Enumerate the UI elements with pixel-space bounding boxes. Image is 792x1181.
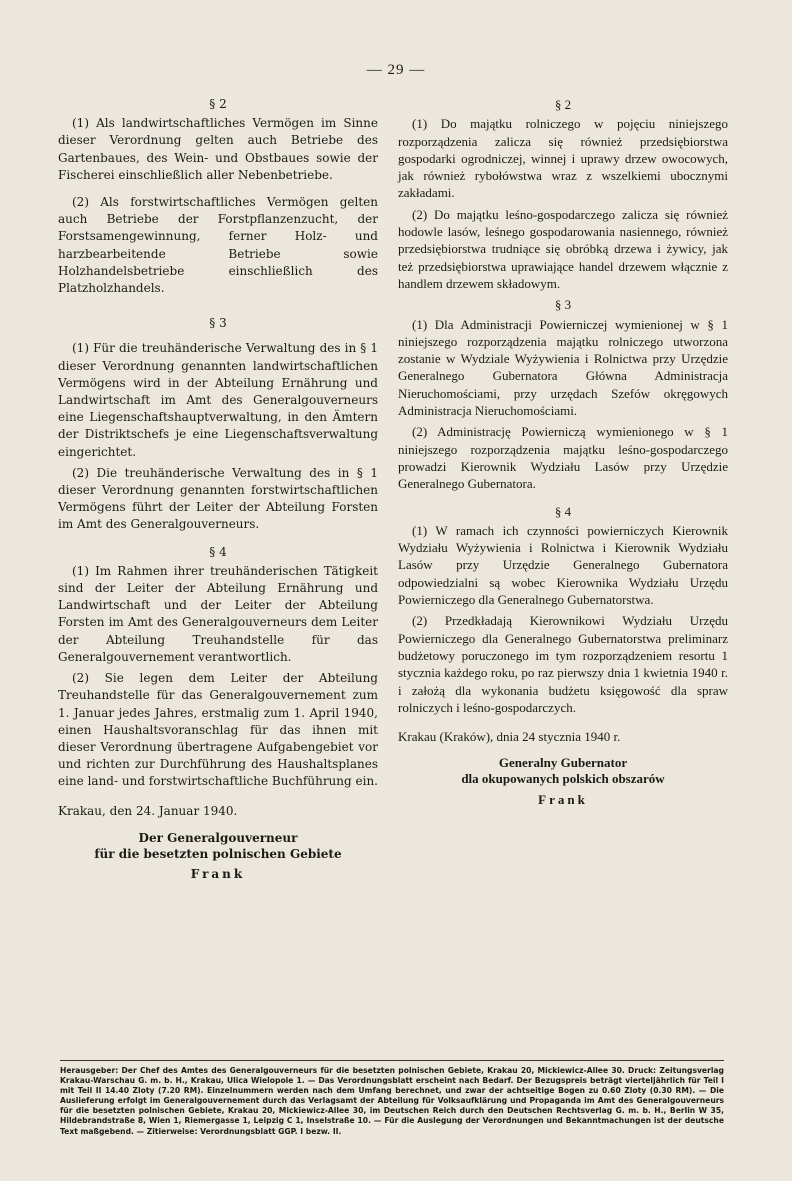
german-section-2-heading: § 2 (209, 97, 227, 111)
polish-section-2-paragraph-1: (1) Do majątku rolniczego w pojęciu niniejszego rozporządzenia zalicza się również przedsiębiorstwa gospodarki ogrodniczej, winnej i uprawy drzew owocowych, jak również rybołówstwa wraz z wszelkiemi ubocznymi zakładami. (398, 116, 728, 201)
polish-section-2-paragraph-2: (2) Do majątku leśno-gospodarczego zalicza się również hodowle lasów, leśnego gospodarowania nasiennego, również przedsiębiorstwa trudniące się obróbką drzewa i żywicy, jak też przedsiębiorstwa uprawiające handel drzewem włącznie z handlem drzewem składowym. (398, 206, 728, 291)
polish-section-4-heading: § 4 (554, 503, 572, 519)
german-section-2-paragraph-1: (1) Als landwirtschaftliches Vermögen im Sinne dieser Verordnung gelten auch Betriebe des Gartenbaues, des Wein- und Obstbaues sowie der Fischerei einschließlich aller Nebenbetriebe. (58, 116, 378, 182)
german-section-3-paragraph-2: (2) Die treuhänderische Verwaltung des in § 1 dieser Verordnung genannten forstwirtschaftlichen Vermögens führt der Leiter der Abteilung Forsten im Amt des Generalgouverneurs. (58, 465, 378, 532)
german-date-line: Krakau, den 24. Januar 1940. (58, 803, 238, 818)
german-section-3-heading: § 3 (209, 316, 227, 331)
german-section-4-paragraph-1: (1) Im Rahmen ihrer treuhänderischen Tätigkeit sind der Leiter der Abteilung Ernährung und Landwirtschaft und der Leiter der Abteilung Forsten im Amt des Generalgouverneurs dem Leiter der Abteilung Treuhandstelle für das Generalgouvernement verantwortlich. (58, 563, 378, 664)
german-signature-title-line-1: Der Generalgouverneur (138, 830, 298, 845)
polish-section-2-heading: § 2 (554, 97, 572, 112)
german-column (58, 96, 378, 883)
polish-section-3-heading: § 3 (554, 297, 572, 313)
german-section-3-paragraph-1: (1) Für die treuhänderische Verwaltung des in § 1 dieser Verordnung genannten landwirtschaftlichen Vermögens wird in der Abteilung Ernährung und Landwirtschaft im Amt des Generalgouverneurs eine Liegenschaftshauptverwaltung, in den Ämtern der Distriktschefs je eine Liegenschaftsverwaltung eingerichtet. (58, 341, 378, 459)
german-signature-name: Frank (190, 866, 246, 881)
polish-signature-title-line-2: dla okupowanych polskich obszarów (461, 771, 665, 787)
page-number: — 29 — (366, 62, 426, 78)
polish-section-3-paragraph-1: (1) Dla Administracji Powierniczej wymienionej w § 1 niniejszego rozporządzenia majątku rolniczego utworzona zostanie w Wydziale Wyżywienia i Rolnictwa przy Urzędzie Generalnego Gubernatora Główna Administracja Nieruchomościami, przy urzędach Szefów okręgowych Administracja Nieruchomościami. (398, 316, 728, 419)
german-signature-title-line-2: für die besetzten polnischen Gebiete (94, 846, 342, 861)
polish-column (398, 96, 728, 809)
polish-section-4-paragraph-1: (1) W ramach ich czynności powierniczych Kierownik Wydziału Wyżywienia i Rolnictwa i Kierownik Wydziału Lasów przy Urzędzie Generalnego Gubernatora odpowiedzialni są wobec Kierownika Wydziału Urzędu Powierniczego dla Generalnego Gubernatorstwa. (398, 522, 728, 608)
polish-signature-title-line-1: Generalny Gubernator (498, 755, 628, 771)
polish-signature-name: Frank (538, 792, 588, 808)
polish-date-line: Krakau (Kraków), dnia 24 stycznia 1940 r. (398, 729, 621, 745)
german-section-4-paragraph-2: (2) Sie legen dem Leiter der Abteilung Treuhandstelle für das Generalgouvernement zum 1. Januar jedes Jahres, erstmalig zum 1. April 1940, einen Haushaltsvoranschlag für das ihnen mit dieser Verordnung übertragene Aufgabengebiet vor und richten zur Durchführung des Haushaltsplanes eine land- und forstwirtschaftliche Buchführung ein. (58, 671, 378, 789)
publisher-footer: Herausgeber: Der Chef des Amtes des Generalgouverneurs für die besetzten polnischen Gebiete, Krakau 20, Mickiewicz-Allee 30. Druck: Zeitungsverlag Krakau-Warschau G. m. b. H., Krakau, Ulica Wielopole 1. — Das Verordnungsblatt erscheint nach Bedarf. Der Bezugspreis beträgt vierteljährlich für Teil I mit Teil II 14.40 Zloty (7.20 RM). Einzelnummern werden nach dem Umfang berechnet, und zwar der achtseitige Bogen zu 0.60 Zloty (0.30 RM). — Die Auslieferung erfolgt im Generalgouvernement durch das Verlagsamt der Abteilung für Volksaufklärung und Propaganda im Amt des Generalgouverneurs für die besetzten polnischen Gebiete, Krakau 20, Mickiewicz-Allee 30, im Deutschen Reich durch den Deutschen Rechtsverlag G. m. b. H., Berlin W 35, Hildebrandstraße 8, Wien 1, Riemergasse 1, Leipzig C 1, Inselstraße 10. — Für die Auslegung der Verordnungen und Bekanntmachungen ist der deutsche Text maßgebend. — Zitierweise: Verordnungsblatt GGP. I bezw. II. (60, 1066, 724, 1136)
polish-section-4-paragraph-2: (2) Przedkładają Kierownikowi Wydziału Urzędu Powierniczego dla Generalnego Gubernatorstwa preliminarz budżetowy poruczonego im tym rozporządzeniem resortu 1 stycznia każdego roku, po raz pierwszy dnia 1 kwietnia 1940 r. i założą dla wykonania budżetu księgowość dla spraw rolniczych i leśno-gospodarczych. (398, 613, 728, 715)
polish-section-3-paragraph-2: (2) Administrację Powierniczą wymienionego w § 1 niniejszego rozporządzenia majątku leśno-gospodarczego prowadzi Kierownik Wydziału Lasów przy Urzędzie Generalnego Gubernatora. (398, 424, 728, 492)
german-section-2-paragraph-2: (2) Als forstwirtschaftliches Vermögen gelten auch Betriebe der Forstpflanzenzucht, der Forstsamengewinnung, ferner Holz- und harzbearbeitende Betriebe sowie Holzhandelsbetriebe einschließlich des Platzholzhandels. (58, 195, 378, 296)
german-section-4-heading: § 4 (209, 544, 227, 559)
footer-divider (60, 1060, 724, 1061)
